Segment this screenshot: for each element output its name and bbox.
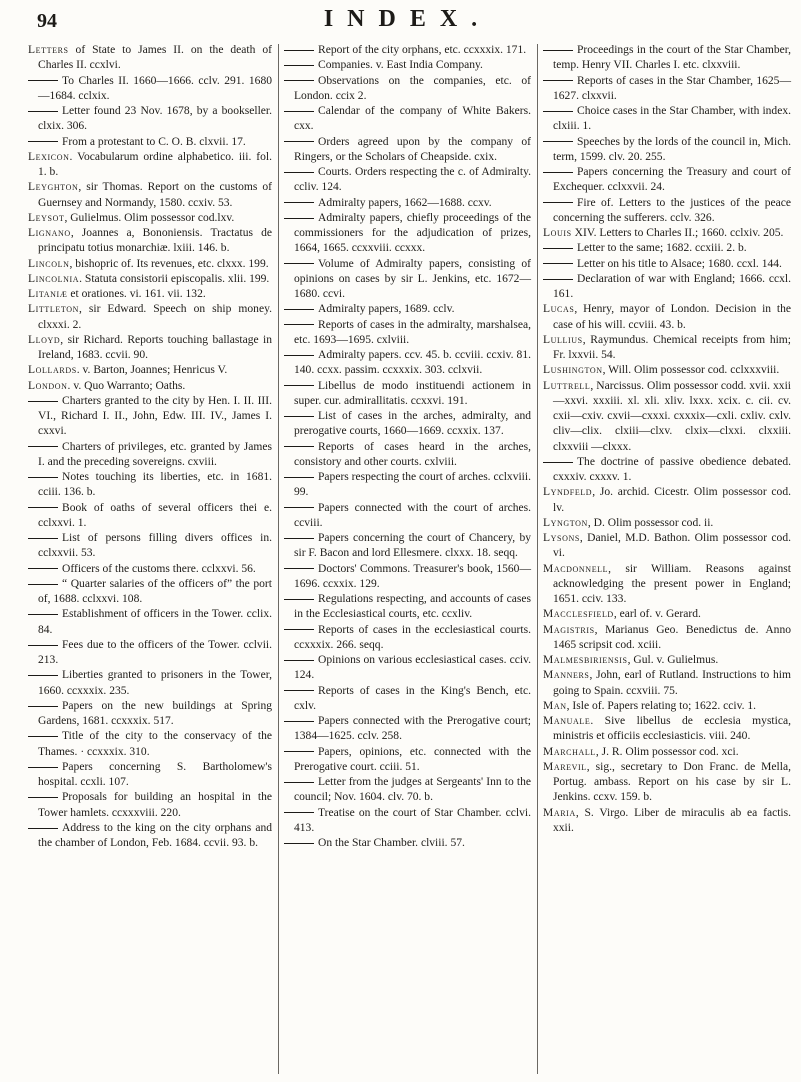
index-subentry xyxy=(284,58,531,73)
ditto-dash xyxy=(284,477,314,478)
index-entry xyxy=(543,302,791,333)
index-entry xyxy=(543,562,791,608)
index-entry xyxy=(28,272,272,287)
entry-headword: Luttrell xyxy=(543,379,591,392)
entry-headword: Lucas xyxy=(543,303,575,316)
entry-headword: Littleton xyxy=(28,303,79,316)
index-entry xyxy=(543,699,791,714)
index-entry xyxy=(28,333,272,364)
ditto-dash xyxy=(284,172,314,173)
index-subentry xyxy=(543,257,791,272)
subentry-text: Doctors' Commons. Treasurer's book, 1560—1696. ccxxix. 129. xyxy=(294,562,531,590)
index-entry xyxy=(28,379,272,394)
subentry-text: List of cases in the arches, admiralty, and prerogative courts, 1660—1669. ccxxix. 137. xyxy=(294,410,531,438)
index-subentry xyxy=(28,501,272,532)
subentry-text: Establishment of officers in the Tower. cclix. 84. xyxy=(38,608,272,636)
subentry-text: Address to the king on the city orphans and the chamber of London, Feb. 1684. ccvii. 93. b. xyxy=(38,821,272,849)
entry-text: , Henry, mayor of London. Decision in the case of his will. ccviii. 43. b. xyxy=(553,303,791,331)
ditto-dash xyxy=(543,172,573,173)
entry-headword: Lullius xyxy=(543,333,583,346)
subentry-text: Declaration of war with England; 1666. ccxl. 161. xyxy=(553,272,791,300)
subentry-text: Calendar of the company of White Bakers. cxx. xyxy=(294,105,531,133)
index-subentry xyxy=(284,409,531,440)
subentry-text: Fees due to the officers of the Tower. cclvii. 213. xyxy=(38,638,272,666)
index-entry xyxy=(543,226,791,241)
index-column-3 xyxy=(543,43,791,836)
subentry-text: Volume of Admiralty papers, consisting of opinions on cases by sir L. Jenkins, etc. 1672—1680. ccvi. xyxy=(294,257,531,300)
index-entry xyxy=(543,333,791,364)
page-header xyxy=(0,4,801,38)
entry-text: , sir Thomas. Report on the customs of Guernsey and Normandy, 1580. ccxiv. 53. xyxy=(38,181,272,209)
running-head: INDEX. xyxy=(323,6,492,32)
entry-text: , Gulielmus. Olim possessor cod.lxv. xyxy=(64,211,235,224)
subentry-text: Admiralty papers, 1662—1688. ccxv. xyxy=(318,196,492,209)
entry-text: . v. Barton, Joannes; Henricus V. xyxy=(76,364,228,377)
ditto-dash xyxy=(284,385,314,386)
index-subentry xyxy=(543,241,791,256)
index-entry xyxy=(28,180,272,211)
index-subentry xyxy=(28,790,272,821)
index-subentry xyxy=(28,531,272,562)
index-subentry xyxy=(284,43,531,58)
index-subentry xyxy=(28,638,272,669)
entry-headword: Marchall xyxy=(543,745,596,758)
entry-text: . Statuta consistorii episcopalis. xlii. 199. xyxy=(79,272,270,285)
index-subentry xyxy=(284,165,531,196)
index-entry xyxy=(543,485,791,516)
entry-text: , J. R. Olim possessor cod. xci. xyxy=(595,745,739,758)
index-subentry xyxy=(284,623,531,654)
subentry-text: Proposals for building an hospital in the Tower hamlets. ccxxxviii. 220. xyxy=(38,791,272,819)
index-subentry xyxy=(543,455,791,486)
index-subentry xyxy=(284,104,531,135)
entry-headword: Litaniæ xyxy=(28,288,68,300)
entry-headword: Lyngton xyxy=(543,516,588,529)
entry-headword: Malmesbiriensis xyxy=(543,654,628,666)
index-entry xyxy=(543,531,791,562)
index-subentry xyxy=(284,592,531,623)
index-subentry xyxy=(284,74,531,105)
ditto-dash xyxy=(284,50,314,51)
entry-headword: Leyghton xyxy=(28,181,79,194)
subentry-text: Papers, opinions, etc. connected with the Prerogative court. cciii. 51. xyxy=(294,745,531,773)
subentry-text: Letter found 23 Nov. 1678, by a bookseller. clxix. 306. xyxy=(38,105,272,133)
entry-text: , Raymundus. Chemical receipts from him; Fr. lxxvii. 54. xyxy=(553,333,791,361)
index-subentry xyxy=(28,607,272,638)
entry-headword: Maria xyxy=(543,806,576,819)
subentry-text: Papers concerning the court of Chancery, by sir F. Bacon and lord Ellesmere. clxxx. 18. seqq. xyxy=(294,532,531,560)
subentry-text: The doctrine of passive obedience debated. cxxxiv. cxxxv. 1. xyxy=(553,455,791,483)
index-entry xyxy=(28,150,272,181)
ditto-dash xyxy=(284,80,314,81)
index-subentry xyxy=(543,104,791,135)
ditto-dash xyxy=(28,111,58,112)
subentry-text: Papers on the new buildings at Spring Gardens, 1681. ccxxxix. 517. xyxy=(38,699,272,727)
ditto-dash xyxy=(28,568,58,569)
entry-headword: Magistris xyxy=(543,623,595,636)
subentry-text: Liberties granted to prisoners in the Tower, 1660. ccxxxix. 235. xyxy=(38,669,272,697)
ditto-dash xyxy=(28,736,58,737)
ditto-dash xyxy=(284,690,314,691)
index-subentry xyxy=(28,562,272,577)
ditto-dash xyxy=(543,141,573,142)
subentry-text: Letter from the judges at Sergeants' Inn to the council; Nov. 1604. clv. 70. b. xyxy=(294,776,531,804)
index-entry xyxy=(28,226,272,257)
index-subentry xyxy=(284,257,531,303)
subentry-text: “ Quarter salaries of the officers of” the port of, 1688. cclxxvi. 108. xyxy=(38,577,272,605)
entry-text: . Sive libellus de ecclesia mystica, ministris et officiis ecclesiasticis. viii. 240. xyxy=(553,715,791,743)
subentry-text: To Charles II. 1660—1666. cclv. 291. 1680—1684. cclxix. xyxy=(38,74,272,102)
ditto-dash xyxy=(543,80,573,81)
ditto-dash xyxy=(284,507,314,508)
entry-text: , earl of. v. Gerard. xyxy=(613,608,701,621)
index-subentry xyxy=(28,668,272,699)
subentry-text: Courts. Orders respecting the c. of Admiralty. ccliv. 124. xyxy=(294,166,531,194)
entry-text: et orationes. vi. 161. vii. 132. xyxy=(67,288,206,300)
ditto-dash xyxy=(543,462,573,463)
index-subentry xyxy=(284,302,531,317)
index-entry xyxy=(28,43,272,74)
ditto-dash xyxy=(28,767,58,768)
index-subentry xyxy=(28,440,272,471)
ditto-dash xyxy=(28,507,58,508)
subentry-text: Charters of privileges, etc. granted by James I. and the preceding sovereigns. cxviii. xyxy=(38,440,272,468)
subentry-text: Book of oaths of several officers thei e. cclxxvi. 1. xyxy=(38,501,272,529)
index-subentry xyxy=(284,440,531,471)
entry-text: . Vocabularum ordine alphabetico. iii. fol. 1. b. xyxy=(38,150,272,178)
index-subentry xyxy=(543,196,791,227)
ditto-dash xyxy=(543,279,573,280)
ditto-dash xyxy=(284,309,314,310)
column-rule-left xyxy=(278,44,279,1074)
subentry-text: On the Star Chamber. clviii. 57. xyxy=(318,837,465,849)
index-entry xyxy=(543,623,791,654)
entry-text: , John, earl of Rutland. Instructions to him going to Spain. ccxviii. 75. xyxy=(553,669,791,697)
index-subentry xyxy=(28,470,272,501)
subentry-text: Regulations respecting, and accounts of cases in the Ecclesiastical courts, etc. ccxliv. xyxy=(294,593,531,621)
index-entry xyxy=(28,363,272,378)
ditto-dash xyxy=(284,538,314,539)
entry-headword: Lysons xyxy=(543,532,580,544)
ditto-dash xyxy=(284,111,314,112)
subentry-text: Reports of cases in the ecclesiastical courts. ccxxxix. 266. seqq. xyxy=(294,623,531,651)
subentry-text: Report of the city orphans, etc. ccxxxix. 171. xyxy=(318,44,527,56)
entry-headword: Lexicon xyxy=(28,150,70,163)
entry-headword: Lloyd xyxy=(28,333,61,346)
entry-headword: Manners xyxy=(543,669,590,682)
entry-text: of State to James II. on the death of Charles II. ccxlvi. xyxy=(38,44,272,72)
ditto-dash xyxy=(284,660,314,661)
subentry-text: Notes touching its liberties, etc. in 1681. cciii. 136. b. xyxy=(38,471,272,499)
index-subentry xyxy=(284,348,531,379)
entry-headword: Lollards xyxy=(28,364,77,377)
index-entry xyxy=(28,287,272,302)
ditto-dash xyxy=(284,721,314,722)
ditto-dash xyxy=(28,675,58,676)
ditto-dash xyxy=(28,80,58,81)
entry-headword: Macdonnell xyxy=(543,562,609,575)
subentry-text: Proceedings in the court of the Star Chamber, temp. Henry VII. Charles I. etc. clxxviii. xyxy=(553,44,791,72)
subentry-text: Letter on his title to Alsace; 1680. ccxl. 144. xyxy=(577,257,782,270)
entry-text: , Will. Olim possessor cod. cclxxxviii. xyxy=(602,364,780,377)
ditto-dash xyxy=(28,477,58,478)
entry-headword: Man xyxy=(543,699,567,712)
ditto-dash xyxy=(28,614,58,615)
index-subentry xyxy=(284,806,531,837)
subentry-text: Papers respecting the court of arches. cclxviii. 99. xyxy=(294,471,531,499)
ditto-dash xyxy=(28,538,58,539)
ditto-dash xyxy=(28,645,58,646)
subentry-text: Reports of cases heard in the arches, consistory and other courts. cxlviii. xyxy=(294,440,531,468)
ditto-dash xyxy=(28,797,58,798)
entry-headword: Manuale xyxy=(543,715,591,727)
entry-text: , D. Olim possessor cod. ii. xyxy=(587,516,714,529)
ditto-dash xyxy=(284,446,314,447)
entry-headword: Lincolnia xyxy=(28,272,80,285)
index-subentry xyxy=(28,135,272,150)
index-subentry xyxy=(284,653,531,684)
index-subentry xyxy=(284,775,531,806)
index-entry xyxy=(543,745,791,760)
index-subentry xyxy=(284,379,531,410)
ditto-dash xyxy=(28,446,58,447)
index-subentry xyxy=(543,272,791,303)
index-entry xyxy=(28,211,272,226)
index-entry xyxy=(543,668,791,699)
ditto-dash xyxy=(284,416,314,417)
entry-headword: Leysot xyxy=(28,211,65,224)
index-subentry xyxy=(284,196,531,211)
ditto-dash xyxy=(284,568,314,569)
subentry-text: Officers of the customs there. cclxxvi. 56. xyxy=(62,562,256,575)
index-entry xyxy=(543,363,791,378)
subentry-text: Observations on the companies, etc. of London. ccix 2. xyxy=(294,74,531,102)
entry-text: , sig., secretary to Don Franc. de Mella, Portug. ambass. Report on his case by sir L. Jenkins. ccxv. 159. b. xyxy=(553,760,791,804)
index-entry xyxy=(543,607,791,622)
entry-headword: Letters xyxy=(28,44,69,56)
entry-headword: Lushington xyxy=(543,364,603,377)
ditto-dash xyxy=(543,263,573,264)
entry-headword: Marevil xyxy=(543,760,587,773)
subentry-text: Title of the city to the conservacy of the Thames. · ccxxxix. 310. xyxy=(38,730,272,758)
subentry-text: Choice cases in the Star Chamber, with index. clxiii. 1. xyxy=(553,105,791,133)
entry-headword: Lincoln xyxy=(28,257,70,270)
subentry-text: Admiralty papers. ccv. 45. b. ccviii. ccxiv. 81. 140. ccxx. passim. ccxxxix. 303. cclxvii. xyxy=(294,349,531,377)
subentry-text: Letter to the same; 1682. ccxiii. 2. b. xyxy=(577,242,747,255)
subentry-text: Papers concerning the Treasury and court of Exchequer. cclxxvii. 24. xyxy=(553,166,791,194)
subentry-text: Speeches by the lords of the council in, Mich. term, 1599. clv. 20. 255. xyxy=(553,135,791,163)
subentry-text: Opinions on various ecclesiastical cases. cciv. 124. xyxy=(294,654,531,682)
index-subentry xyxy=(284,714,531,745)
index-subentry xyxy=(284,745,531,776)
index-subentry xyxy=(284,684,531,715)
entry-text: , sir Edward. Speech on ship money. clxxxi. 2. xyxy=(38,303,272,331)
subentry-text: Libellus de modo instituendi actionem in super. cur. admirallitatis. ccxxvi. 191. xyxy=(294,379,531,407)
index-subentry xyxy=(284,135,531,166)
ditto-dash xyxy=(284,599,314,600)
index-subentry xyxy=(28,394,272,440)
subentry-text: Admiralty papers, 1689. cclv. xyxy=(318,303,455,316)
subentry-text: Reports of cases in the admiralty, marshalsea, etc. 1693—1695. cxlviii. xyxy=(294,318,531,346)
entry-headword: Lyndfeld xyxy=(543,486,593,499)
index-subentry xyxy=(28,760,272,791)
entry-text: , bishopric of. Its revenues, etc. clxxx. 199. xyxy=(69,257,269,270)
ditto-dash xyxy=(284,843,314,844)
index-entry xyxy=(543,379,791,455)
ditto-dash xyxy=(284,751,314,752)
ditto-dash xyxy=(28,401,58,402)
ditto-dash xyxy=(284,263,314,264)
ditto-dash xyxy=(284,355,314,356)
index-subentry xyxy=(284,562,531,593)
index-subentry xyxy=(28,729,272,760)
index-subentry xyxy=(284,470,531,501)
index-entry xyxy=(543,653,791,668)
index-subentry xyxy=(284,836,531,851)
page-number: 94 xyxy=(37,10,57,32)
index-subentry xyxy=(284,531,531,562)
entry-text: , Isle of. Papers relating to; 1622. cciv. 1. xyxy=(566,699,757,712)
ditto-dash xyxy=(543,248,573,249)
index-entry xyxy=(543,516,791,531)
ditto-dash xyxy=(543,50,573,51)
ditto-dash xyxy=(284,629,314,630)
subentry-text: Reports of cases in the Star Chamber, 1625—1627. clxxvii. xyxy=(553,74,791,102)
index-subentry xyxy=(28,821,272,852)
entry-text: , Joannes a, Bononiensis. Tractatus de principatu totius monarchiæ. lxiii. 146. b. xyxy=(38,227,272,255)
index-subentry xyxy=(284,318,531,349)
ditto-dash xyxy=(28,141,58,142)
subentry-text: Papers concerning S. Bartholomew's hospital. ccxli. 107. xyxy=(38,760,272,788)
index-column-1 xyxy=(28,43,272,851)
index-subentry xyxy=(28,104,272,135)
subentry-text: From a protestant to C. O. B. clxvii. 17. xyxy=(62,135,246,148)
index-subentry xyxy=(543,165,791,196)
index-subentry xyxy=(543,74,791,105)
column-rule-right xyxy=(537,44,538,1074)
index-entry xyxy=(543,806,791,837)
subentry-text: Papers connected with the court of arches. ccviii. xyxy=(294,501,531,529)
ditto-dash xyxy=(284,324,314,325)
subentry-text: Reports of cases in the King's Bench, etc. cxlv. xyxy=(294,684,531,712)
entry-text: , sir Richard. Reports touching ballastage in Ireland, 1683. ccvii. 90. xyxy=(38,333,272,361)
ditto-dash xyxy=(284,202,314,203)
subentry-text: Admiralty papers, chiefly proceedings of the commissioners for the adjudication of prizes, 1664, 1665. ccxxviii. ccxxx. xyxy=(294,211,531,255)
entry-text: , Narcissus. Olim possessor codd. xvii. xxii—xxvi. xxxiii. xl. xli. xliv. lxxx. xcix. c. cii. cv. cxii—cxiv. cxvii—cxxxi. cxxxix—cxli. cxliv. cxlv. cliv—clix. clxiii—clxv. clxix—clxxi. clxxiii. clxxviii —clxxx. xyxy=(553,379,791,453)
entry-text: , Jo. archid. Cicestr. Olim possessor cod. lv. xyxy=(553,486,791,514)
index-entry xyxy=(28,257,272,272)
subentry-text: Charters granted to the city by Hen. I. II. III. VI., Richard I. II., John, Edw. III. IV., James I. cxxvi. xyxy=(38,394,272,438)
ditto-dash xyxy=(284,65,314,66)
subentry-text: Companies. v. East India Company. xyxy=(318,59,483,72)
entry-text: , sir William. Reasons against acknowledging the present power in England; 1651. cciv. 133. xyxy=(553,562,791,605)
ditto-dash xyxy=(543,202,573,203)
index-subentry xyxy=(28,577,272,608)
subentry-text: Treatise on the court of Star Chamber. cclvi. 413. xyxy=(294,806,531,834)
ditto-dash xyxy=(284,812,314,813)
index-subentry xyxy=(543,43,791,74)
entry-text: . v. Quo Warranto; Oaths. xyxy=(67,379,186,392)
entry-headword: London xyxy=(28,379,68,392)
entry-text: , Daniel, M.D. Bathon. Olim possessor cod. vi. xyxy=(553,532,791,560)
ditto-dash xyxy=(28,706,58,707)
ditto-dash xyxy=(28,828,58,829)
ditto-dash xyxy=(28,584,58,585)
index-subentry xyxy=(284,501,531,532)
index-column-2 xyxy=(284,43,531,851)
entry-text: , Marianus Geo. Benedictus de. Anno 1465 scripsit cod. xciii. xyxy=(553,623,791,651)
index-subentry xyxy=(28,699,272,730)
entry-headword: Louis xyxy=(543,227,572,239)
index-entry xyxy=(28,302,272,333)
subentry-text: Papers connected with the Prerogative court; 1384—1625. cclv. 258. xyxy=(294,715,531,743)
entry-headword: Lignano xyxy=(28,227,71,239)
index-subentry xyxy=(284,211,531,257)
ditto-dash xyxy=(543,111,573,112)
entry-headword: Macclesfield xyxy=(543,608,614,621)
entry-text: XIV. Letters to Charles II.; 1660. cclxiv. 205. xyxy=(571,227,784,239)
subentry-text: Orders agreed upon by the company of Ringers, or the Scholars of Cheapside. cxix. xyxy=(294,135,531,163)
index-subentry xyxy=(28,74,272,105)
subentry-text: Fire of. Letters to the justices of the peace concerning the sufferers. cclv. 326. xyxy=(553,196,791,224)
subentry-text: List of persons filling divers offices in. cclxxvii. 53. xyxy=(38,532,272,560)
entry-text: , Gul. v. Gulielmus. xyxy=(627,654,719,666)
ditto-dash xyxy=(284,218,314,219)
index-subentry xyxy=(543,135,791,166)
index-entry xyxy=(543,714,791,745)
ditto-dash xyxy=(284,782,314,783)
entry-text: , S. Virgo. Liber de miraculis ab ea factis. xxii. xyxy=(553,806,791,834)
ditto-dash xyxy=(284,141,314,142)
index-entry xyxy=(543,760,791,806)
